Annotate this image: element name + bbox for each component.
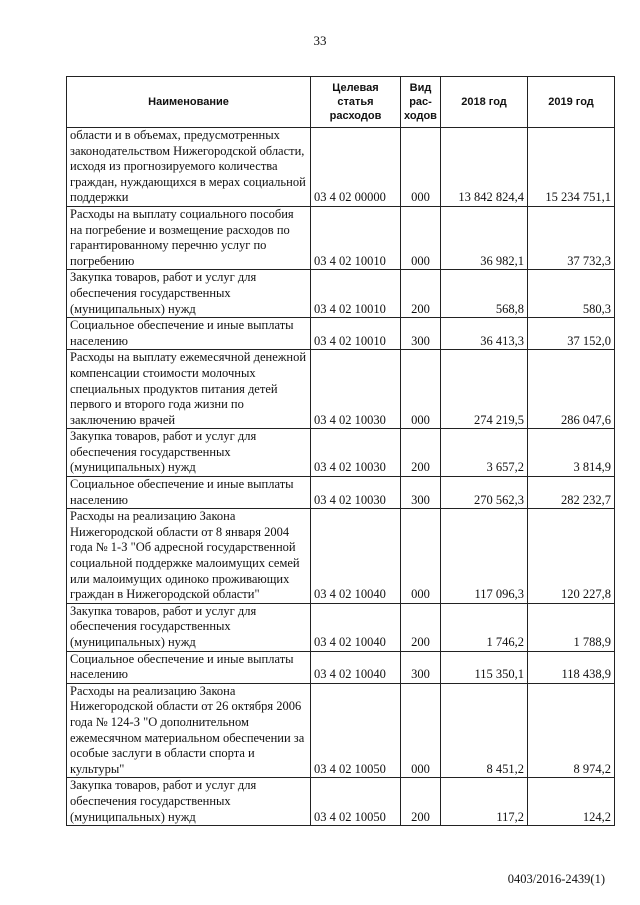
row-2018: 13 842 824,4	[441, 128, 528, 207]
row-code: 03 4 02 10040	[311, 509, 401, 604]
row-vid: 200	[401, 603, 441, 651]
row-2018: 274 219,5	[441, 350, 528, 429]
header-expense-type: Вид рас-ходов	[401, 77, 441, 128]
row-vid: 000	[401, 509, 441, 604]
row-2018: 36 982,1	[441, 206, 528, 269]
table-header-row	[67, 77, 615, 128]
row-2019: 118 438,9	[528, 651, 615, 683]
row-2019: 15 234 751,1	[528, 128, 615, 207]
row-vid: 200	[401, 270, 441, 318]
row-2019: 580,3	[528, 270, 615, 318]
row-2019: 282 232,7	[528, 477, 615, 509]
row-vid: 300	[401, 651, 441, 683]
row-vid: 000	[401, 206, 441, 269]
row-2019: 3 814,9	[528, 429, 615, 477]
table-row	[67, 270, 615, 318]
row-code: 03 4 02 10030	[311, 350, 401, 429]
row-code: 03 4 02 10050	[311, 778, 401, 826]
row-name: Закупка товаров, работ и услуг для обеспечения государственных (муниципальных) нужд	[67, 429, 311, 477]
row-code: 03 4 02 10030	[311, 477, 401, 509]
row-2018: 117 096,3	[441, 509, 528, 604]
row-name: области и в объемах, предусмотренных законодательством Нижегородской области, исходя из прогнозируемого количества граждан, нуждающихся в мерах социальной поддержки	[67, 128, 311, 207]
header-2018: 2018 год	[441, 77, 528, 128]
row-name: Расходы на выплату социального пособия на погребение и возмещение расходов по гарантированному перечню услуг по погребению	[67, 206, 311, 269]
row-name: Закупка товаров, работ и услуг для обеспечения государственных (муниципальных) нужд	[67, 270, 311, 318]
row-code: 03 4 02 10050	[311, 683, 401, 778]
row-name: Закупка товаров, работ и услуг для обеспечения государственных (муниципальных) нужд	[67, 778, 311, 826]
row-code: 03 4 02 10040	[311, 651, 401, 683]
row-code: 03 4 02 10010	[311, 270, 401, 318]
table-row	[67, 206, 615, 269]
row-name: Расходы на выплату ежемесячной денежной компенсации стоимости молочных специальных продуктов питания детей первого и второго года жизни по заключению врачей	[67, 350, 311, 429]
row-2019: 124,2	[528, 778, 615, 826]
row-vid: 300	[401, 477, 441, 509]
row-2018: 270 562,3	[441, 477, 528, 509]
row-2018: 8 451,2	[441, 683, 528, 778]
table-row	[67, 683, 615, 778]
row-2019: 8 974,2	[528, 683, 615, 778]
row-code: 03 4 02 10010	[311, 206, 401, 269]
table-row	[67, 350, 615, 429]
table-row	[67, 651, 615, 683]
row-vid: 200	[401, 778, 441, 826]
row-code: 03 4 02 10010	[311, 318, 401, 350]
row-name: Закупка товаров, работ и услуг для обеспечения государственных (муниципальных) нужд	[67, 603, 311, 651]
row-name: Социальное обеспечение и иные выплаты населению	[67, 651, 311, 683]
budget-table	[66, 76, 615, 826]
table-row	[67, 778, 615, 826]
row-2019: 286 047,6	[528, 350, 615, 429]
row-2018: 115 350,1	[441, 651, 528, 683]
row-code: 03 4 02 00000	[311, 128, 401, 207]
document-code: 0403/2016-2439(1)	[507, 872, 605, 886]
table-row	[67, 509, 615, 604]
table-row	[67, 318, 615, 350]
table-row	[67, 477, 615, 509]
row-code: 03 4 02 10040	[311, 603, 401, 651]
table-row	[67, 603, 615, 651]
page-number: 33	[313, 33, 327, 48]
row-vid: 300	[401, 318, 441, 350]
row-2018: 36 413,3	[441, 318, 528, 350]
row-vid: 000	[401, 350, 441, 429]
row-2019: 1 788,9	[528, 603, 615, 651]
table-row	[67, 128, 615, 207]
row-vid: 000	[401, 128, 441, 207]
table-row	[67, 429, 615, 477]
row-code: 03 4 02 10030	[311, 429, 401, 477]
header-2019: 2019 год	[528, 77, 615, 128]
row-name: Расходы на реализацию Закона Нижегородской области от 8 января 2004 года № 1-З "Об адресной государственной социальной поддержке малоимущих семей или малоимущих одиноко проживающих граждан в Нижегородской области"	[67, 509, 311, 604]
row-2018: 1 746,2	[441, 603, 528, 651]
row-2019: 120 227,8	[528, 509, 615, 604]
row-2019: 37 732,3	[528, 206, 615, 269]
row-2018: 117,2	[441, 778, 528, 826]
row-2019: 37 152,0	[528, 318, 615, 350]
row-vid: 200	[401, 429, 441, 477]
header-target-article: Целевая статья расходов	[311, 77, 401, 128]
row-vid: 000	[401, 683, 441, 778]
row-name: Социальное обеспечение и иные выплаты населению	[67, 477, 311, 509]
row-2018: 3 657,2	[441, 429, 528, 477]
row-name: Расходы на реализацию Закона Нижегородской области от 26 октября 2006 года № 124-З "О дополнительном ежемесячном материальном обеспечении за особые заслуги в области спорта и культуры"	[67, 683, 311, 778]
header-name: Наименование	[67, 77, 311, 128]
row-name: Социальное обеспечение и иные выплаты населению	[67, 318, 311, 350]
row-2018: 568,8	[441, 270, 528, 318]
